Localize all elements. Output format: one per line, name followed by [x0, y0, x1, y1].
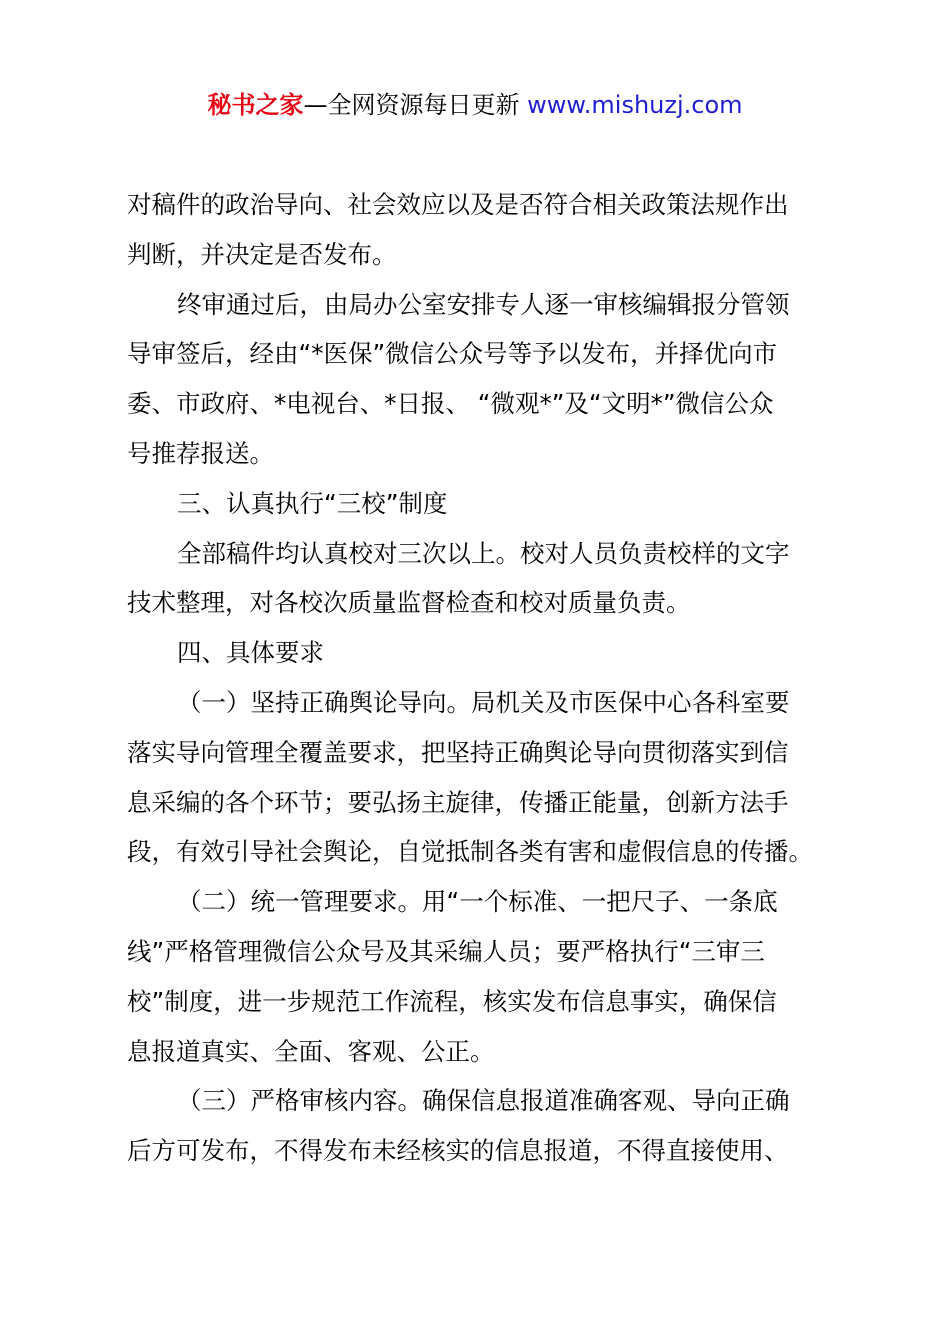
section-heading: 四、具体要求 — [177, 638, 324, 668]
text-line: 段，有效引导社会舆论，自觉抵制各类有害和虚假信息的传播。 — [127, 837, 813, 867]
text-line: 号推荐报送。 — [127, 438, 274, 468]
brand-name: 秘书之家 — [207, 91, 304, 119]
text-line: 落实导向管理全覆盖要求，把坚持正确舆论导向贯彻落实到信 — [127, 737, 789, 767]
text-line: 对稿件的政治导向、社会效应以及是否符合相关政策法规作出 — [127, 190, 789, 219]
text-line: 技术整理，对各校次质量监督检查和校对质量负责。 — [127, 588, 691, 618]
paragraph-start: （一）坚持正确舆论导向。局机关及市医保中心各科室要 — [177, 687, 790, 717]
page-header — [0, 88, 950, 122]
text-line: 导审签后，经由“*医保”微信公众号等予以发布，并择优向市 — [127, 339, 778, 369]
text-line: 判断，并决定是否发布。 — [127, 239, 397, 269]
paragraph-start: 终审通过后，由局办公室安排专人逐一审核编辑报分管领 — [177, 289, 790, 319]
section-heading: 三、认真执行“三校”制度 — [177, 488, 448, 518]
text-line: 后方可发布，不得发布未经核实的信息报道，不得直接使用、 — [127, 1136, 789, 1166]
text-line: 委、市政府、*电视台、*日报、 “微观*”及“文明*”微信公众 — [127, 389, 774, 419]
text-line: 息采编的各个环节；要弘扬主旋律，传播正能量，创新方法手 — [127, 787, 789, 817]
text-line: 校”制度，进一步规范工作流程，核实发布信息事实，确保信 — [127, 986, 777, 1016]
paragraph-start: （三）严格审核内容。确保信息报道准确客观、导向正确 — [177, 1086, 790, 1116]
paragraph-start: （二）统一管理要求。用“一个标准、一把尺子、一条底 — [177, 887, 778, 917]
document-body — [127, 180, 833, 1176]
text-line: 息报道真实、全面、客观、公正。 — [127, 1036, 495, 1066]
website-link[interactable]: www.mishuzj.com — [527, 91, 743, 119]
paragraph-start: 全部稿件均认真校对三次以上。校对人员负责校样的文字 — [177, 538, 790, 568]
text-line: 线”严格管理微信公众号及其采编人员；要严格执行“三审三 — [127, 936, 765, 966]
header-slogan: —全网资源每日更新 — [303, 91, 528, 119]
